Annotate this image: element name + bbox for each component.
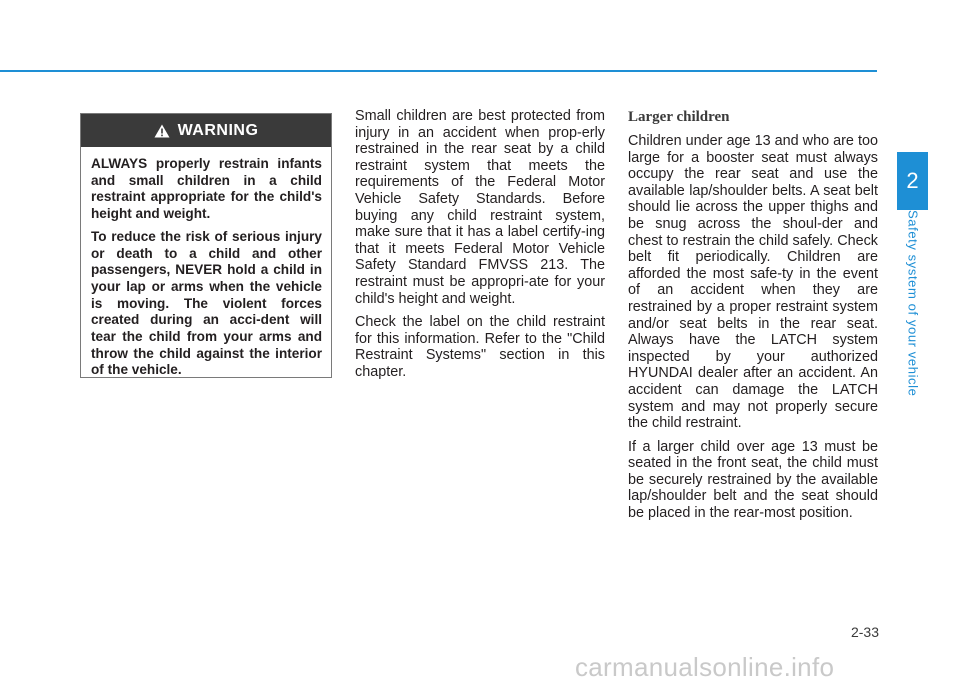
body-paragraph: Small children are best protected from injury in an accident when prop-erly restrained in the rear seat by a child restraint system that meets the requirements of the Federal Motor Vehicle Safety Standards. Before buying any child restraint system, make sure that it has a label certify-ing that it meets Federal Motor Vehicle Safety Standard FMVSS 213. The restraint must be appropri-ate for your child's height and weight. (355, 108, 605, 307)
header-rule (0, 70, 877, 72)
page-number: 2-33 (850, 624, 879, 640)
warning-box (80, 113, 332, 378)
warning-triangle-icon (154, 124, 170, 138)
section-heading: Larger children (628, 109, 730, 125)
watermark: carmanualsonline.info (575, 652, 835, 682)
body-paragraph: Children under age 13 and who are too large for a booster seat must always occupy the rear seat and use the available lap/shoulder belts. A seat belt should lie across the upper thighs and be snug across the shoul-der and chest to restrain the child safely. Check belt fit periodically. Children are afforded the most safe-ty in the event of an accident when they are restrained by a proper restraint system and/or seat belts in the rear seat. Always have the LATCH system inspected by your authorized HYUNDAI dealer after an accident. An accident can damage the LATCH system and may not properly secure the child restraint. (628, 133, 878, 432)
warning-header (81, 114, 331, 147)
body-paragraph: Check the label on the child restraint for this information. Refer to the "Child Restraint Systems" section in this chapter. (355, 314, 605, 380)
warning-paragraph: ALWAYS properly restrain infants and small children in a child restraint appropriate for the child's height and weight. (91, 156, 322, 222)
warning-paragraph: To reduce the risk of serious injury or death to a child and other passengers, NEVER hold a child in your lap or arms when the vehicle is moving. The violent forces created during an acci-dent will tear the child from your arms and throw the child against the interior of the vehicle. (91, 228, 322, 378)
chapter-tab: 2 (897, 152, 928, 210)
chapter-side-title: Safety system of your vehicle (905, 210, 921, 397)
middle-column (355, 108, 605, 388)
right-column (628, 108, 878, 529)
body-paragraph: If a larger child over age 13 must be seated in the front seat, the child must be securely restrained by the available lap/shoulder belt and the seat should be placed in the rear-most position. (628, 438, 878, 522)
warning-body (81, 147, 331, 379)
warning-title: WARNING (177, 121, 259, 139)
